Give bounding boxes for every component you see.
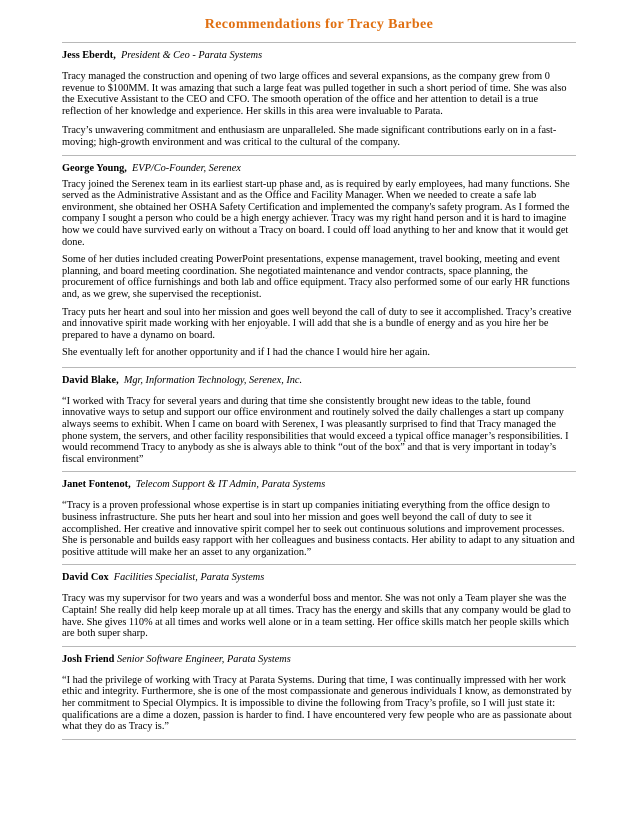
recommendation-paragraph: “Tracy is a proven professional whose expertise is in start up companies initiating everything from the office design to business infrastructure. She puts her heart and soul into her mission and goes well beyond the call of duty to see it accomplished. Her creative and innovative spirit compel her to seek out continuous solutions and improvement processes. She is personable and builds easy rapport with her colleagues and business contacts. Her ability to adapt to any situation and positive attitude will make her an asset to any organization.” (62, 500, 575, 558)
recommender-name: George Young, (62, 162, 127, 174)
recommendation-paragraph: Some of her duties included creating PowerPoint presentations, expense management, travel booking, meeting and event planning, and board meeting coordination. She negotiated maintenance and vendor contracts, space planning, the procurement of office furnishings and both lab and office equipment. Tracy also performed some of our early HR functions and, as we grew, she supervised the receptionist. (62, 254, 570, 300)
recommendation-paragraph: She eventually left for another opportunity and if I had the chance I would hire her again. (62, 347, 430, 359)
section-divider (62, 155, 576, 156)
recommender-role: Facilities Specialist, Parata Systems (113, 572, 265, 584)
recommendation-janet-fontenot (62, 479, 576, 558)
recommender-name: Janet Fontenot, (62, 479, 131, 491)
section-divider (62, 739, 576, 740)
recommender-name: David Cox (62, 572, 109, 584)
recommender-header (62, 572, 576, 584)
recommender-role: Senior Software Engineer, Parata Systems (116, 653, 291, 665)
section-divider (62, 564, 576, 565)
recommendation-paragraph: Tracy joined the Serenex team in its earliest start-up phase and, as is required by early employees, had many functions. She served as the Administrative Assistant and as the Office and Facility Manager. When we needed to create a safe lab environment, she obtained her OSHA Safety Certification and implemented the company's safety program. As I formed the company I sought a person who could be a high energy achiever. Tracy was my right hand person and it is hard to imagine how we could have survived early on without a Tracy on board. I could off load anything to her and know that it would get done. (62, 178, 570, 248)
title-divider (62, 42, 576, 43)
recommender-header (62, 163, 576, 175)
recommender-header (62, 50, 576, 62)
recommender-role: EVP/Co-Founder, Serenex (131, 162, 241, 174)
page-title: Recommendations for Tracy Barbee (204, 17, 434, 32)
recommendation-jess-eberdt (62, 50, 576, 149)
section-divider (62, 367, 576, 368)
recommender-role: Mgr, Information Technology, Serenex, Inc. (123, 374, 303, 386)
recommender-header (62, 654, 576, 666)
recommendation-paragraph: Tracy’s unwavering commitment and enthusiasm are unparalleled. She made significant contributions early on in a fast-moving; high-growth environment and was critical to the cultural of the company. (62, 125, 557, 148)
recommender-header (62, 375, 576, 387)
recommendation-paragraph: Tracy managed the construction and opening of two large offices and several expansions, as the company grew from 0 revenue to $100MM. It was amazing that such a large feat was pulled together in such a short period of time. She was also the Executive Assistant to the CEO and CFO. The smooth operation of the office and her attention to detail is a true reflection of her knowledge and experience. Her skills in this area were invaluable to Parata. (62, 71, 567, 117)
section-divider (62, 471, 576, 472)
recommender-name: Jess Eberdt, (62, 50, 116, 61)
recommendation-paragraph: Tracy was my supervisor for two years and was a wonderful boss and mentor. She was not only a Team player she was the Captain! She really did help keep morale up at all times. Tracy has the energy and skills that any company would be glad to have. She gives 110% at all times and works well alone or in a team setting. Her office skills match her people skills which are both super sharp. (62, 593, 571, 640)
recommendation-david-blake (62, 375, 576, 466)
recommender-role: Telecom Support & IT Admin, Parata Systems (135, 479, 326, 491)
recommendation-george-young (62, 163, 576, 359)
recommender-header (62, 479, 576, 491)
section-divider (62, 646, 576, 647)
recommendation-paragraph: “I worked with Tracy for several years and during that time she consistently brought new ideas to the table, found innovative ways to setup and support our office environment and routinely solved the daily challenges a start up company always seems to exhibit. When I came on board with Serenex, I was pleasantly surprised to find that Tracy managed the phone system, the servers, and other facility responsibilities that would exceed a typical office manager’s responsibilities. I would recommend Tracy to anybody as she is always able to think “out of the box” and that is very important in today’s fiscal environment” (62, 395, 569, 465)
recommendation-paragraph: Tracy puts her heart and soul into her mission and goes well beyond the call of duty to see it accomplished. Tracy’s creative and innovative spirit made working with her enjoyable. I will add that she is a bundle of energy and as you hire her be prepared to have a dynamo on board. (62, 306, 572, 341)
recommendation-paragraph: “I had the privilege of working with Tracy at Parata Systems. During that time, I was continually impressed with her work ethic and integrity. Furthermore, she is one of the most compassionate and generous individuals I know, as demonstrated by her commitment to Special Olympics. It is impossible to divine the following from Tracy’s profile, so I will just state it: qualifications are a dime a dozen, passion is harder to find. I have encountered very few people who are as passionate about what they do as Tracy is.” (62, 674, 572, 733)
recommender-name: Josh Friend (62, 653, 115, 665)
recommender-name: David Blake, (62, 374, 119, 386)
recommendation-josh-friend (62, 654, 576, 733)
recommendation-david-cox (62, 572, 576, 639)
recommender-role: President & Ceo - Parata Systems (120, 50, 263, 61)
